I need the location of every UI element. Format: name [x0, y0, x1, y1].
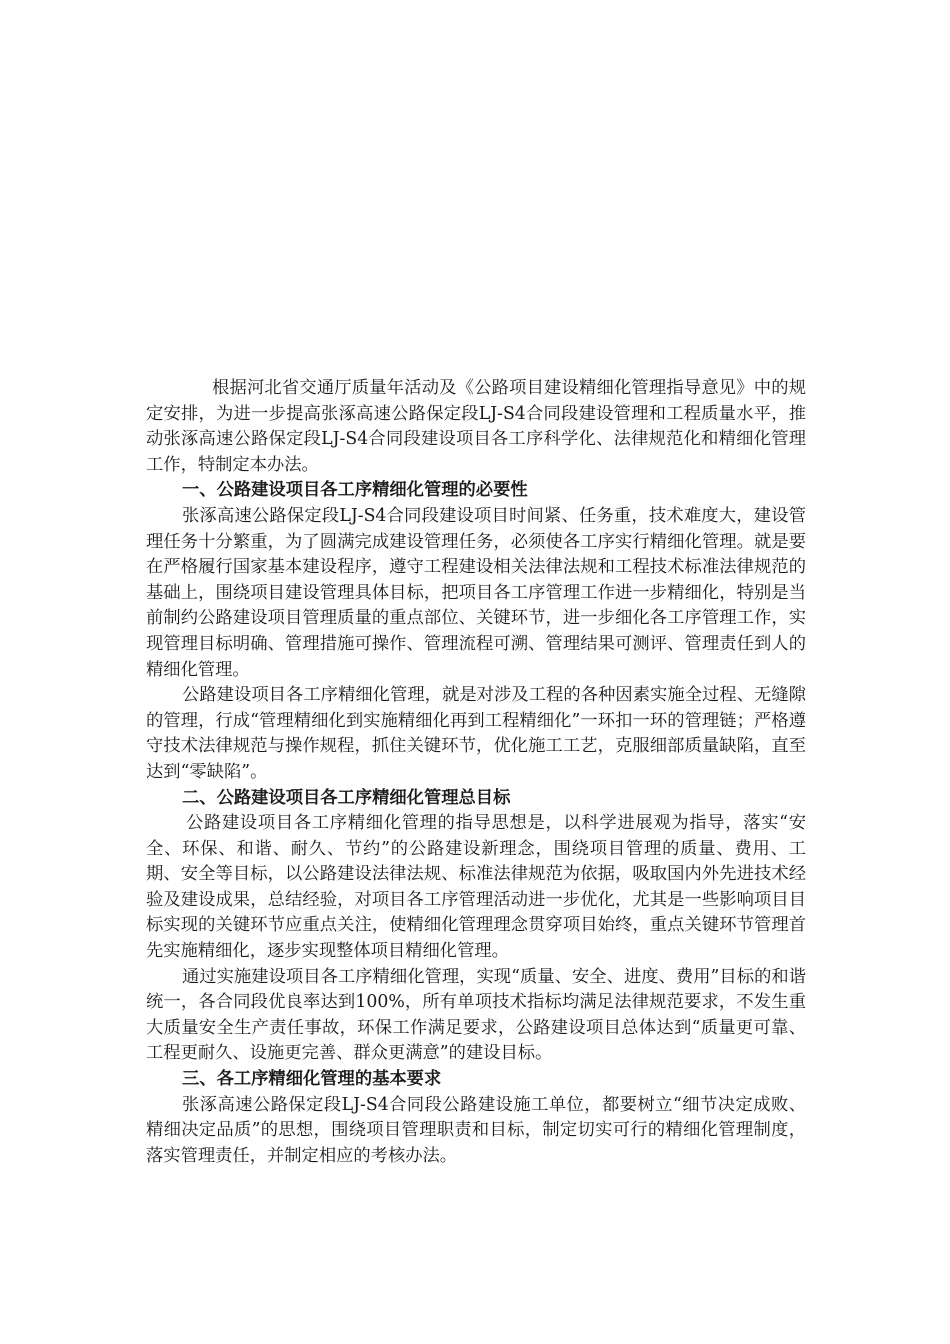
section-1-heading: 一、公路建设项目各工序精细化管理的必要性 — [182, 480, 528, 501]
section-2-paragraph-1: 公路建设项目各工序精细化管理的指导思想是，以科学进展观为指导，落实“安全、环保、和谐、耐久、节约”的公路建设新理念，围绕项目管理的质量、费用、工期、安全等目标，以公路建设法律法规、标准法律规范为依据，吸取国内外先进技术经验及建设成果，总结经验，对项目各工序管理活动进一步优化，尤其是一些影响项目目标实现的关键环节应重点关注，使精细化管理理念贯穿项目始终，重点关键环节管理首先实施精细化，逐步实现整体项目精细化管理。 — [146, 813, 806, 962]
section-3-paragraph-1: 张涿高速公路保定段LJ-S4合同段公路建设施工单位，都要树立“细节决定成败、精细决定品质”的思想，围绕项目管理职责和目标，制定切实可行的精细化管理制度，落实管理责任，并制定相应的考核办法。 — [146, 1094, 806, 1166]
document-body — [146, 376, 806, 1169]
section-3-heading: 三、各工序精细化管理的基本要求 — [182, 1069, 442, 1090]
section-1-paragraph-1: 张涿高速公路保定段LJ-S4合同段建设项目时间紧、任务重，技术难度大，建设管理任务十分繁重，为了圆满完成建设管理任务，必须使各工序实行精细化管理。就是要在严格履行国家基本建设程序，遵守工程建设相关法律法规和工程技术标准法律规范的基础上，围绕项目建设管理具体目标，把项目各工序管理工作进一步精细化，特别是当前制约公路建设项目管理质量的重点部位、关键环节，进一步细化各工序管理工作，实现管理目标明确、管理措施可操作、管理流程可溯、管理结果可测评、管理责任到人的精细化管理。 — [146, 505, 806, 680]
section-2-heading: 二、公路建设项目各工序精细化管理总目标 — [182, 787, 511, 808]
intro-paragraph: 根据河北省交通厅质量年活动及《公路项目建设精细化管理指导意见》中的规定安排，为进一步提高张涿高速公路保定段LJ-S4合同段建设管理和工程质量水平，推动张涿高速公路保定段LJ-S4合同段建设项目各工序科学化、法律规范化和精细化管理工作，特制定本办法。 — [146, 378, 806, 475]
section-2-paragraph-2: 通过实施建设项目各工序精细化管理，实现“质量、安全、进度、费用”目标的和谐统一，各合同段优良率达到100%，所有单项技术指标均满足法律规范要求，不发生重大质量安全生产责任事故，环保工作满足要求，公路建设项目总体达到“质量更可靠、工程更耐久、设施更完善、群众更满意”的建设目标。 — [146, 966, 806, 1064]
section-1-paragraph-2: 公路建设项目各工序精细化管理，就是对涉及工程的各种因素实施全过程、无缝隙的管理，行成“管理精细化到实施精细化再到工程精细化”一环扣一环的管理链；严格遵守技术法律规范与操作规程，抓住关键环节，优化施工工艺，克服细部质量缺陷，直至达到“零缺陷”。 — [146, 685, 806, 782]
